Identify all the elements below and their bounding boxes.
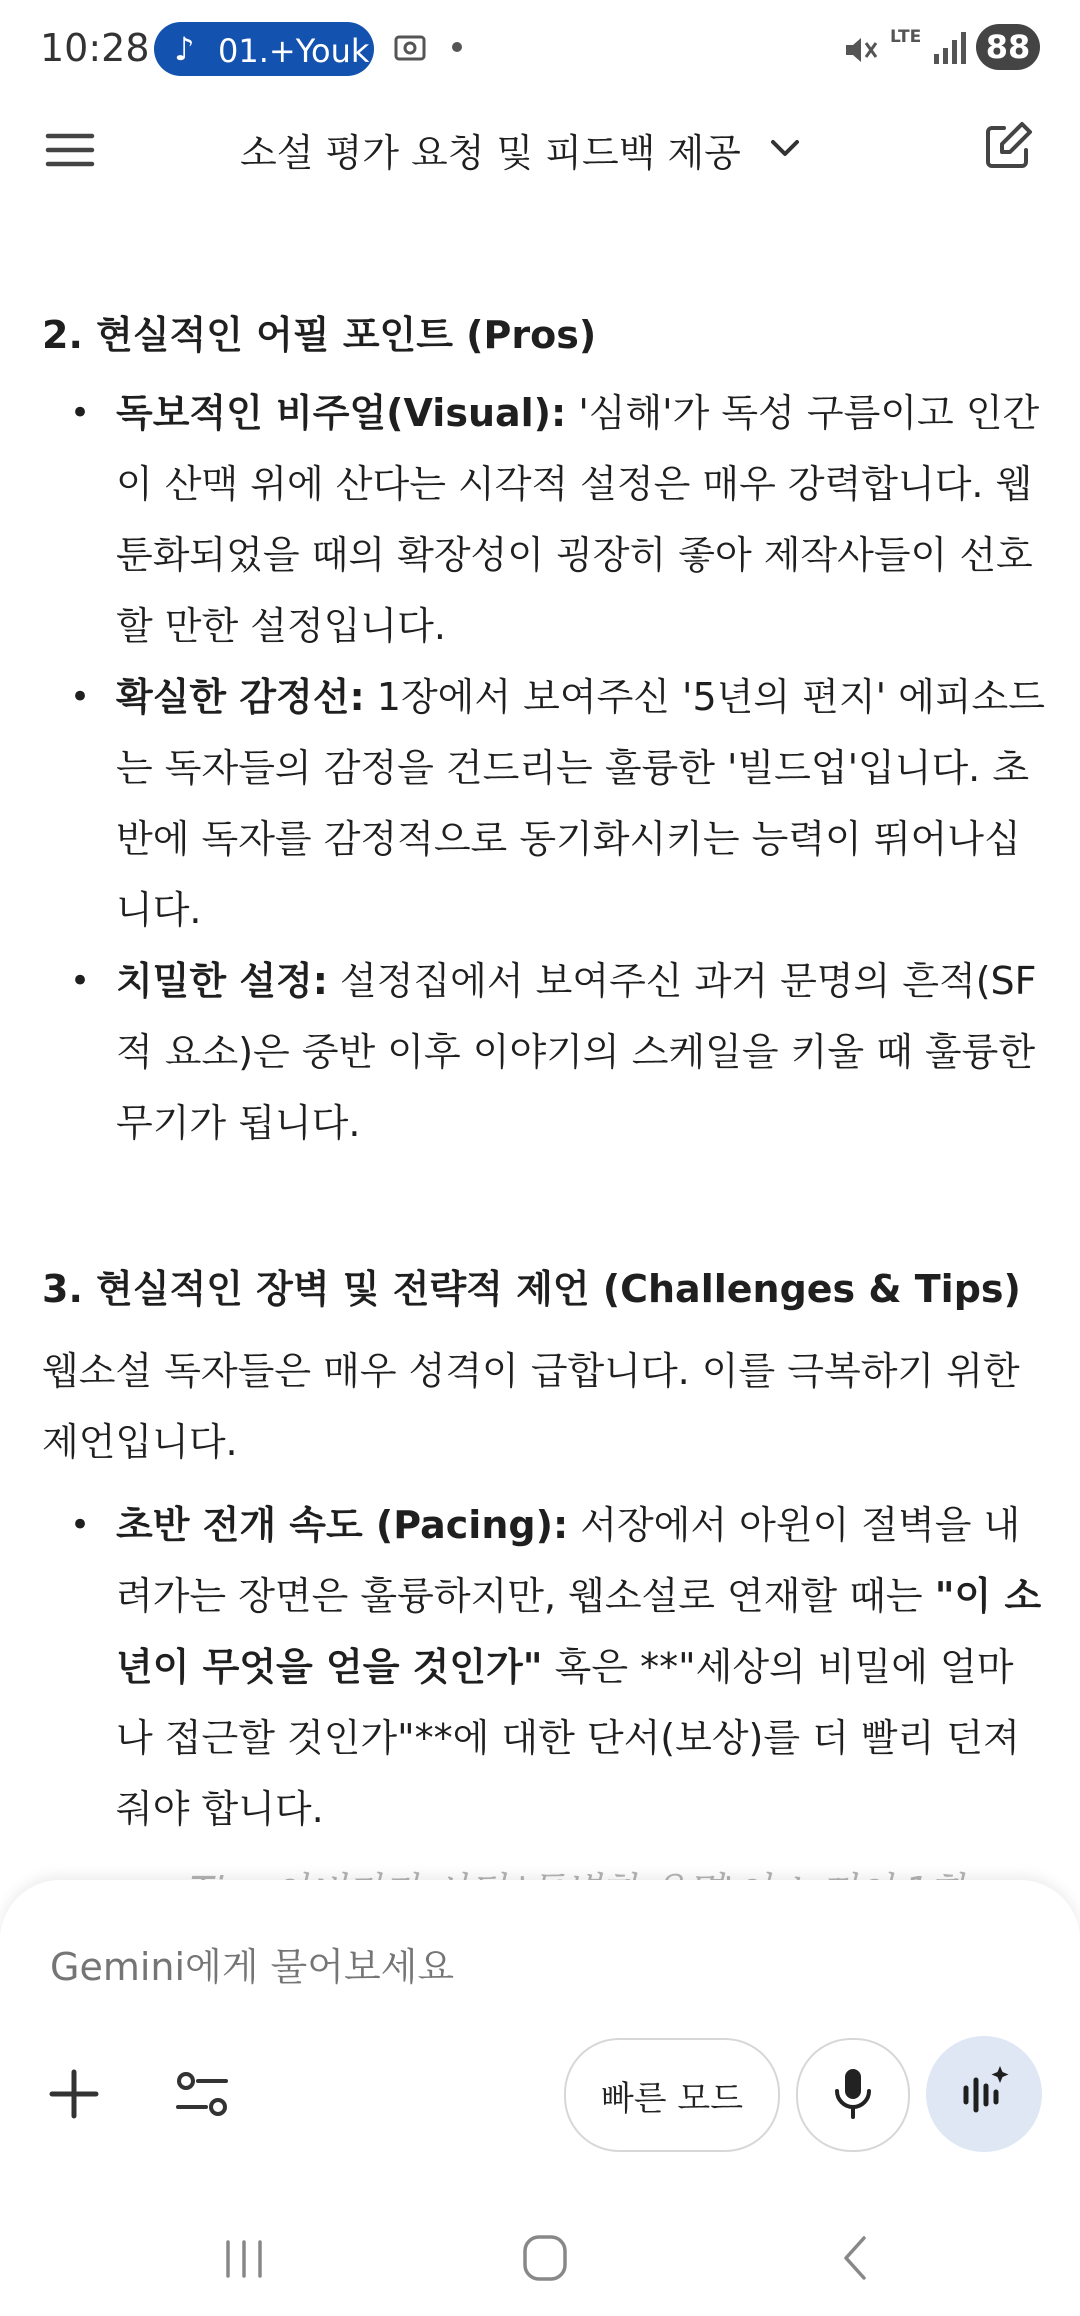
- chevron-down-icon: [765, 128, 805, 172]
- app-bar: [0, 96, 1080, 200]
- item-text: 서장에서 아윈이 절벽을 내려가는 장면은 훌륭하지만, 웹소설로 연재할 때는: [116, 1503, 1021, 1618]
- edit-icon[interactable]: [980, 118, 1036, 178]
- back-icon[interactable]: [830, 2230, 880, 2290]
- conversation-title-button[interactable]: [240, 122, 805, 177]
- media-label: 01.+Youk: [218, 32, 370, 70]
- plus-icon[interactable]: [44, 2038, 104, 2152]
- item-title: 치밀한 설정:: [116, 959, 328, 1003]
- section-heading-challenges: 3. 현실적인 장벽 및 전략적 제언 (Challenges & Tips): [42, 1267, 1021, 1311]
- notification-dot: [452, 42, 462, 52]
- status-time: 10:28: [40, 26, 150, 70]
- battery-indicator: 88: [976, 24, 1040, 70]
- list-item: [116, 1490, 1046, 1845]
- item-text: '심해'가 독성 구름이고 인간이 산맥 위에 산다는 시각적 설정은 매우 강력합니다. 웹툰화되었을 때의 확장성이 굉장히 좋아 제작사들이 선호할 만한 설정입니다.: [116, 391, 1040, 648]
- fast-mode-button[interactable]: 빠른 모드: [564, 2038, 780, 2152]
- item-text: 혹은 **"세상의 비밀에 얼마나 접근할 것인가"**에 대한 단서(보상)를 더 빨리 던져줘야 합니다.: [116, 1645, 1020, 1831]
- item-title: 확실한 감정선:: [116, 675, 365, 719]
- item-title: 초반 전개 속도 (Pacing):: [116, 1503, 569, 1547]
- lte-icon: LTE: [890, 27, 922, 47]
- recent-apps-icon[interactable]: [220, 2234, 270, 2288]
- response-content: [0, 200, 1080, 1870]
- conversation-title: 소설 평가 요청 및 피드백 제공: [240, 131, 741, 175]
- mic-icon: [829, 2065, 877, 2125]
- media-chip[interactable]: [154, 22, 374, 76]
- item-text: 1장에서 보여주신 '5년의 편지' 에피소드는 독자들의 감정을 건드리는 훌륭한 '빌드업'입니다. 초반에 독자를 감정적으로 동기화시키는 능력이 뛰어나십니다.: [116, 675, 1045, 932]
- section-heading-pros: 2. 현실적인 어필 포인트 (Pros): [42, 313, 597, 357]
- tools-icon[interactable]: [172, 2038, 232, 2152]
- home-icon[interactable]: [520, 2230, 570, 2290]
- section-intro: 웹소설 독자들은 매우 성격이 급합니다. 이를 극복하기 위한 제언입니다.: [42, 1349, 1020, 1464]
- item-quote: "이 소년이 무엇을 얻을 것인가": [116, 1574, 1042, 1689]
- signal-icon: [932, 30, 968, 70]
- list-item: [116, 662, 1046, 946]
- item-text: 설정집에서 보여주신 과거 문명의 흔적(SF적 요소)은 중반 이후 이야기의 스케일을 키울 때 훌륭한 무기가 됩니다.: [116, 959, 1037, 1145]
- menu-icon[interactable]: [44, 124, 96, 180]
- system-nav-bar: [0, 2200, 1080, 2316]
- prompt-input[interactable]: [48, 1944, 952, 1990]
- live-icon: [954, 2062, 1014, 2126]
- mute-icon: [840, 30, 880, 74]
- item-title: 독보적인 비주얼(Visual):: [116, 391, 567, 435]
- status-bar: [0, 0, 1080, 96]
- mic-button[interactable]: [796, 2038, 910, 2152]
- live-button[interactable]: [926, 2036, 1042, 2152]
- list-item: [116, 946, 1046, 1159]
- music-note-icon: ♪: [174, 30, 195, 68]
- list-item: [116, 378, 1046, 662]
- screenshot-icon: [392, 30, 428, 70]
